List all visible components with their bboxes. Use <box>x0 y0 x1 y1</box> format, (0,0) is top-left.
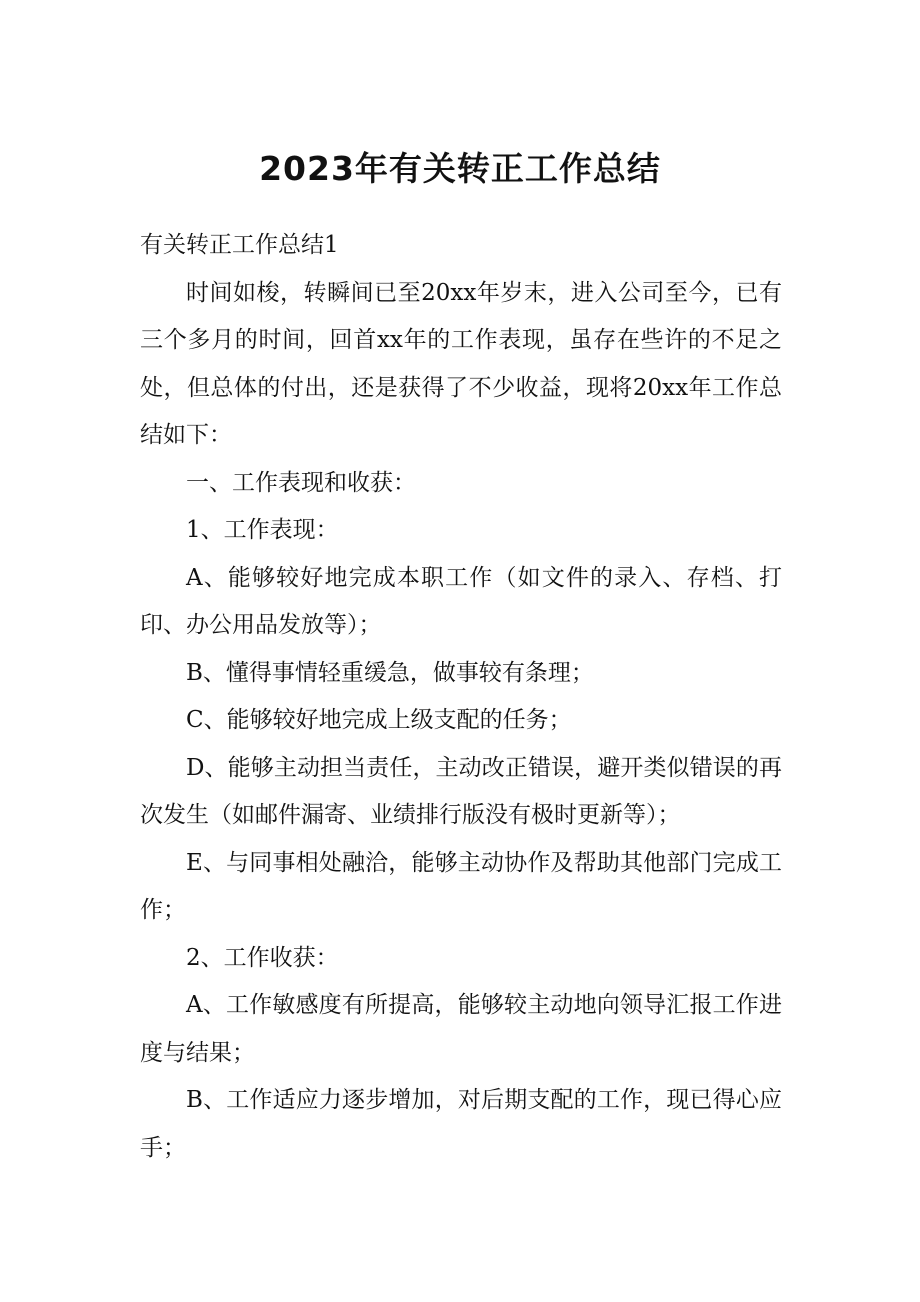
paragraph-gain-b: B、工作适应力逐步增加，对后期支配的工作，现已得心应手； <box>140 1087 782 1161</box>
paragraph-item-b: B、懂得事情轻重缓急，做事较有条理； <box>186 659 594 686</box>
paragraph-subheading-work-performance: 1、工作表现： <box>186 517 339 543</box>
document-body <box>140 222 782 1172</box>
paragraph-heading-1: 一、工作表现和收获： <box>186 469 416 496</box>
paragraph-item-e: E、与同事相处融洽，能够主动协作及帮助其他部门完成工作； <box>140 849 782 923</box>
section-heading: 有关转正工作总结1 <box>140 232 339 258</box>
paragraph-item-d: D、能够主动担当责任，主动改正错误，避开类似错误的再次发生（如邮件漏寄、业绩排行版没有极时更新等）； <box>140 754 782 828</box>
paragraph-intro: 时间如梭，转瞬间已至20xx年岁末，进入公司至今，已有三个多月的时间，回首xx年的工作表现，虽存在些许的不足之处，但总体的付出，还是获得了不少收益，现将20xx年工作总结如下： <box>140 279 782 448</box>
paragraph-item-a: A、能够较好地完成本职工作（如文件的录入、存档、打印、办公用品发放等）； <box>140 564 782 638</box>
paragraph-subheading-work-gains: 2、工作收获： <box>186 944 339 971</box>
paragraph-item-c: C、能够较好地完成上级支配的任务； <box>186 707 572 733</box>
paragraph-gain-a: A、工作敏感度有所提高，能够较主动地向领导汇报工作进度与结果； <box>140 992 782 1066</box>
document-title: 2023年有关转正工作总结 <box>259 149 661 188</box>
